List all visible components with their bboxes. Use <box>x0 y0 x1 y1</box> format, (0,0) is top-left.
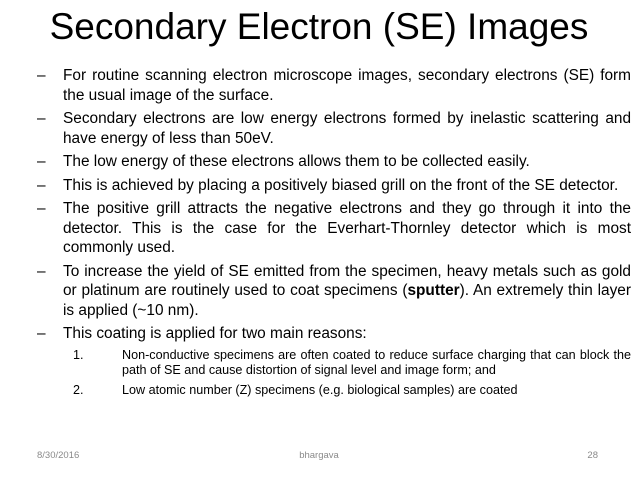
bullet-item <box>37 324 631 399</box>
dash-marker: – <box>37 176 46 194</box>
item-number: 1. <box>73 347 84 362</box>
bullet-text-before: To increase the yield of SE emitted from the specimen, heavy metals such as gold or platinum are routinely used to coat specimens ( <box>63 262 631 299</box>
bullet-text <box>63 263 631 319</box>
sputter-term: sputter <box>407 282 460 299</box>
bullet-text: For routine scanning electron microscope images, secondary electrons (SE) form the usual image of the surface. <box>63 67 631 104</box>
dash-marker: – <box>37 67 46 84</box>
numbered-item-text: Non-conductive specimens are often coated to reduce surface charging that can block the path of SE and cause distortion of signal level and image form; and <box>122 347 631 377</box>
numbered-item-text: Low atomic number (Z) specimens (e.g. biological samples) are coated <box>122 383 518 398</box>
bullet-text: The low energy of these electrons allows them to be collected easily. <box>63 153 530 170</box>
dash-marker: – <box>37 110 46 127</box>
footer-author: bhargava <box>299 450 339 461</box>
bullet-item <box>37 262 631 321</box>
dash-marker: – <box>37 200 46 217</box>
bullet-text: This coating is applied for two main reasons: <box>63 325 367 342</box>
bullet-item <box>37 152 631 172</box>
dash-marker: – <box>37 325 46 342</box>
bullet-item <box>37 199 631 258</box>
dash-marker: – <box>37 262 46 280</box>
bullet-text: The positive grill attracts the negative electrons and they go through it into the detector. This is the case for the Everhart-Thornley detector which is most commonly used. <box>63 200 631 256</box>
numbered-item <box>63 348 631 379</box>
bullet-text: This is achieved by placing a positively biased grill on the front of the SE detector. <box>63 176 619 194</box>
bullet-item <box>37 66 631 105</box>
slide-title: Secondary Electron (SE) Images <box>49 6 589 47</box>
dash-marker: – <box>37 153 46 170</box>
item-number: 2. <box>73 383 84 398</box>
bullet-item <box>37 176 631 196</box>
numbered-item <box>63 383 631 398</box>
footer-date: 8/30/2016 <box>37 450 80 461</box>
bullet-text-after: ). An extremely thin layer is applied (~10 nm). <box>63 282 631 319</box>
page-number: 28 <box>587 450 598 461</box>
bullet-text: Secondary electrons are low energy electrons formed by inelastic scattering and have energy of less than 50eV. <box>63 110 631 147</box>
bullet-list <box>37 66 631 404</box>
bullet-item <box>37 109 631 148</box>
numbered-sub-list <box>63 348 631 399</box>
